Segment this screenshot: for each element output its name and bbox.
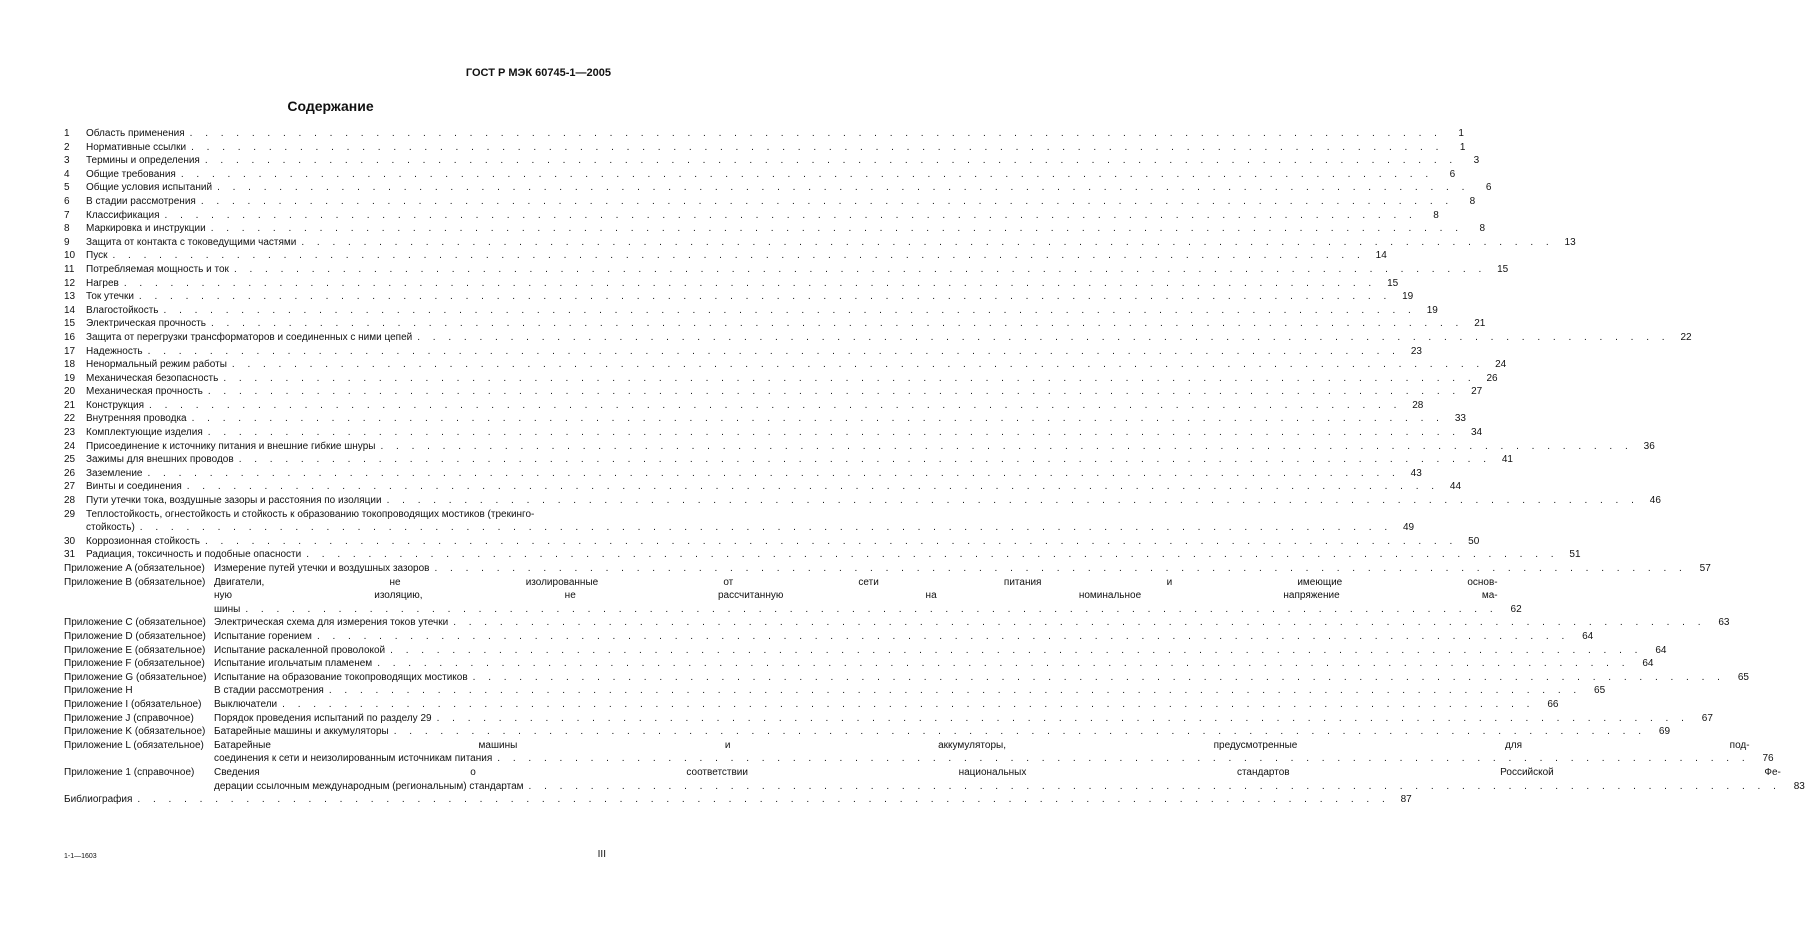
dot-leader: [191, 141, 1443, 155]
appendix-page: 64: [1582, 630, 1594, 642]
toc-entry: [64, 372, 1498, 386]
dot-leader: [437, 712, 1689, 726]
appendix-page: 64: [1642, 658, 1654, 670]
dot-leader: [497, 752, 1749, 766]
toc-entry-label: Внутренняя проводка: [86, 413, 187, 425]
toc-entry-number: 6: [64, 195, 70, 207]
toc-entry-number: 31: [64, 549, 76, 561]
appendix-page: 65: [1737, 671, 1749, 683]
dot-leader: [211, 222, 1463, 236]
toc-entry-page: 46: [1649, 495, 1661, 507]
toc-entry-page: 36: [1643, 440, 1655, 452]
appendix-line: [214, 589, 1522, 603]
toc-entry-text: [86, 372, 1476, 386]
toc-entry-text: [86, 358, 1484, 372]
dot-leader: [181, 168, 1433, 182]
toc-entry: [64, 358, 1507, 372]
appendix-line: [214, 603, 1522, 617]
appendix-line: [214, 576, 1522, 590]
toc-entry-page: 26: [1486, 372, 1498, 384]
toc-entry-label: Нагрев: [86, 277, 119, 289]
toc-entry-page: 6: [1449, 168, 1456, 180]
appendix-entry: [64, 725, 1671, 739]
toc-entry: [64, 304, 1438, 318]
toc-entry-text: [86, 304, 1416, 318]
appendix-text: шины: [214, 603, 241, 615]
toc-entry-text: [86, 467, 1400, 481]
appendix-line: [214, 739, 1774, 753]
toc-entry-page: 43: [1410, 467, 1422, 479]
standard-header: ГОСТ Р МЭК 60745-1—2005: [465, 67, 611, 79]
toc-entry-label: Надежность: [86, 345, 143, 357]
toc-entry-text: [86, 249, 1365, 263]
dot-leader: [417, 331, 1669, 345]
appendix-body: [214, 576, 1522, 617]
dot-leader: [394, 725, 1646, 739]
toc-entry-label: Защита от контакта с токоведущими частями: [86, 236, 297, 248]
dot-leader: [147, 467, 1399, 481]
toc-entry: [64, 331, 1692, 345]
dot-leader: [137, 793, 1389, 807]
toc-entry-text: [86, 480, 1439, 494]
toc-entry-continuation: [64, 521, 1415, 535]
dot-leader: [317, 630, 1569, 644]
appendix-text: Сведения о соответствии национальных стандартов Российской Фе-: [214, 766, 1781, 778]
toc-entry-page: 33: [1454, 413, 1466, 425]
page-number: III: [597, 849, 606, 860]
toc-entry-number: 25: [64, 454, 76, 466]
toc-entry: [64, 345, 1422, 359]
toc-entry-label: Область применения: [86, 128, 185, 139]
appendix-page: 76: [1762, 753, 1774, 765]
appendix-page: 67: [1701, 712, 1713, 724]
appendix-body: [214, 630, 1593, 644]
toc-entry-number: 18: [64, 359, 76, 371]
toc-entry-page: 1: [1458, 128, 1464, 139]
appendix-entry: [64, 684, 1606, 698]
appendix-line: [214, 562, 1711, 576]
toc-entry-label: Присоединение к источнику питания и внешние гибкие шнуры: [86, 440, 376, 452]
toc-entry-label: стойкость): [86, 522, 135, 534]
toc-entry-page: 14: [1375, 250, 1387, 262]
appendix-label: Приложение D (обязательное): [64, 630, 206, 642]
dot-leader: [201, 195, 1453, 209]
appendix-text: Испытание раскаленной проволокой: [214, 644, 386, 656]
toc-entry-text: [86, 440, 1633, 454]
appendix-entry: [64, 671, 1749, 685]
appendix-page: 69: [1658, 726, 1671, 738]
toc-entry-text: [86, 290, 1391, 304]
dot-leader: [377, 657, 1629, 671]
toc-entry-label: Общие требования: [86, 168, 176, 180]
appendix-page: 57: [1699, 563, 1711, 574]
dot-leader: [139, 290, 1391, 304]
toc-entry-page: 21: [1474, 318, 1486, 330]
toc-entry-text: [86, 277, 1376, 291]
page-title: Содержание: [287, 98, 374, 114]
appendix-body: [214, 725, 1670, 739]
toc-entry-label: Механическая безопасность: [86, 372, 219, 384]
dot-leader: [306, 548, 1558, 562]
toc-entry: [64, 263, 1509, 277]
appendix-label: Приложение K (обязательное): [64, 726, 206, 738]
appendix-label: Приложение C (обязательное): [64, 617, 206, 629]
dot-leader: [208, 385, 1460, 399]
toc-entry-text: [86, 168, 1433, 182]
appendix-text: Испытание игольчатым пламенем: [214, 658, 373, 670]
toc-entry-number: 11: [64, 263, 75, 275]
appendix-entry: [64, 630, 1594, 644]
toc-entry: [64, 399, 1424, 413]
toc-entry-page: 1: [1459, 141, 1466, 153]
toc-entry-number: 1: [64, 128, 70, 139]
appendix-label: Приложение F (обязательное): [64, 658, 205, 670]
appendix-entry: [64, 562, 1711, 576]
dot-leader: [390, 644, 1642, 658]
toc-entry: [64, 385, 1483, 399]
toc-entry-number: 20: [64, 386, 76, 398]
toc-entry: [64, 168, 1456, 182]
toc-entry-number: 8: [64, 223, 70, 235]
appendix-text: Батарейные машины и аккумуляторы, предусмотренные для под-: [214, 739, 1750, 751]
dot-leader: [387, 494, 1639, 508]
appendix-line: [214, 671, 1749, 685]
dot-leader: [245, 603, 1497, 617]
toc-entry-label: Термины и определения: [86, 155, 200, 167]
toc-entry-label: Влагостойкость: [86, 304, 159, 316]
appendix-entry: [64, 616, 1730, 630]
toc-entry-label: В стадии рассмотрения: [86, 195, 196, 207]
toc-entry-text: [86, 181, 1469, 195]
appendix-entry: [64, 739, 1774, 766]
toc-entry-label: Пуск: [86, 250, 108, 262]
dot-leader: [208, 426, 1460, 440]
appendix-text: В стадии рассмотрения: [214, 685, 324, 697]
appendix-text: Двигатели, не изолированные от сети питания и имеющие основ-: [214, 576, 1498, 588]
appendix-page: 83: [1793, 780, 1805, 792]
dot-leader: [192, 412, 1444, 426]
toc-entry: [64, 467, 1422, 481]
toc-entry-label: Винты и соединения: [86, 481, 182, 493]
toc-entry-label: Электрическая прочность: [86, 318, 206, 330]
toc-entry: [64, 195, 1476, 209]
toc-entry-number: 23: [64, 427, 76, 439]
toc-entry-number: 7: [64, 209, 70, 221]
toc-entry-text: [86, 195, 1453, 209]
dot-leader: [380, 440, 1632, 454]
appendix-label: Приложение A (обязательное): [64, 563, 205, 574]
toc-entry: [64, 181, 1492, 195]
toc-entry: [64, 290, 1414, 304]
appendix-text: Выключатели: [214, 698, 278, 710]
appendix-text: Электрическая схема для измерения токов утечки: [214, 617, 449, 629]
toc-entry-text: [86, 535, 1457, 549]
appendix-text: Батарейные машины и аккумуляторы: [214, 726, 389, 738]
toc-entry-page: 15: [1387, 277, 1399, 289]
appendix-body: [214, 698, 1558, 712]
toc-entry-text: [86, 399, 1401, 413]
toc-entry: [64, 453, 1513, 467]
toc-entry: [64, 127, 1464, 141]
dot-leader: [239, 453, 1491, 467]
toc-entry-number: 13: [64, 291, 76, 303]
toc-entry-page: 8: [1469, 195, 1476, 207]
dot-leader: [124, 277, 1376, 291]
toc-entry-number: 29: [64, 508, 76, 520]
appendix-body: [214, 766, 1805, 793]
toc-entry-page: 8: [1479, 223, 1485, 235]
toc-entry-text: [86, 154, 1457, 168]
appendix-page: 66: [1547, 698, 1559, 710]
appendix-entry: [64, 698, 1559, 712]
appendix-text: соединения к сети и неизолированным источникам питания: [214, 753, 493, 765]
toc-entry-page: 6: [1485, 182, 1492, 194]
toc-entry-label: Заземление: [86, 467, 143, 479]
toc-entry-number: 14: [64, 304, 76, 316]
appendix-line: [214, 766, 1805, 780]
toc-entry-text: [86, 141, 1443, 155]
toc-entry-label: Потребляемая мощность и ток: [86, 263, 229, 275]
toc-entry-label: Классификация: [86, 209, 160, 221]
toc-entry-text: Теплостойкость, огнестойкость и стойкость к образованию токопроводящих мостиков (трекинго-: [86, 508, 535, 520]
dot-leader: [453, 616, 1705, 630]
bibliography-entry: [64, 793, 1412, 807]
toc-entry: [64, 548, 1581, 562]
dot-leader: [434, 562, 1686, 576]
dot-leader: [473, 671, 1725, 685]
toc-entry: [64, 222, 1485, 236]
dot-leader: [282, 698, 1534, 712]
toc-entry-number: 26: [64, 467, 76, 479]
toc-entry-page: 49: [1402, 522, 1415, 534]
toc-entry-label: Нормативные ссылки: [86, 141, 187, 153]
toc-entry: [64, 412, 1466, 426]
toc-entry: [64, 480, 1462, 494]
dot-leader: [149, 399, 1401, 413]
toc-entry-number: 3: [64, 155, 70, 167]
appendix-body: [214, 684, 1605, 698]
dot-leader: [205, 535, 1457, 549]
toc-entry-text: [86, 385, 1460, 399]
dot-leader: [112, 249, 1364, 263]
dot-leader: [223, 372, 1475, 386]
appendix-body: [214, 644, 1666, 658]
toc-entry-number: 24: [64, 440, 76, 452]
toc-entry-number: 9: [64, 236, 70, 248]
toc-entry: [64, 236, 1576, 250]
appendix-line: [214, 752, 1774, 766]
toc-entry-number: 30: [64, 535, 76, 547]
toc-entry-label: Ток утечки: [86, 291, 134, 303]
toc-entry-label: Комплектующие изделия: [86, 427, 203, 439]
appendix-text: ную изоляцию, не рассчитанную на номинальное напряжение ма-: [214, 590, 1498, 602]
appendix-body: [214, 739, 1774, 766]
appendix-entry: [64, 576, 1522, 617]
appendix-body: [214, 657, 1654, 671]
toc-entry: [64, 209, 1439, 223]
bibliography-label: Библиография: [64, 794, 133, 806]
toc-entry-page: 41: [1501, 454, 1513, 466]
toc-entry-text: [86, 494, 1639, 508]
appendix-label: Приложение H: [64, 685, 133, 697]
toc-entry-label: Ненормальный режим работы: [86, 359, 227, 371]
bibliography-page: 87: [1400, 794, 1412, 806]
dot-leader: [232, 358, 1484, 372]
toc-entry: [64, 277, 1399, 291]
toc-entry-label: Маркировка и инструкции: [86, 223, 206, 235]
dot-leader: [165, 209, 1417, 223]
appendix-label: Приложение L (обязательное): [64, 739, 204, 751]
toc-entry-label: Общие условия испытаний: [86, 182, 213, 194]
appendix-entry: [64, 657, 1654, 671]
appendix-text: Испытание горением: [214, 630, 312, 642]
appendix-line: [214, 630, 1593, 644]
appendix-text: дерации ссылочным международным (региональным) стандартам: [214, 780, 524, 792]
dot-leader: [190, 127, 1442, 141]
appendix-line: [214, 657, 1654, 671]
appendix-entry: [64, 766, 1805, 793]
toc-entry: [64, 535, 1480, 549]
appendix-entry: [64, 644, 1667, 658]
toc-entry-page: 19: [1402, 291, 1414, 303]
appendix-label: Приложение I (обязательное): [64, 698, 202, 710]
toc-entry-page: 44: [1449, 481, 1462, 493]
dot-leader: [205, 154, 1457, 168]
toc-entry-text: [86, 412, 1444, 426]
toc-entry-label: Радиация, токсичность и подобные опасности: [86, 549, 302, 561]
appendix-body: [214, 616, 1730, 630]
appendix-line: [214, 644, 1666, 658]
toc-entry-number: 12: [64, 277, 76, 289]
toc-entry-label: Пути утечки тока, воздушные зазоры и расстояния по изоляции: [86, 495, 382, 507]
toc-entry-text: [86, 317, 1463, 331]
toc-entry-page: 22: [1680, 331, 1692, 343]
toc-entry-page: 28: [1412, 399, 1424, 411]
toc-entry-page: 3: [1473, 155, 1480, 167]
toc-entry-text: [86, 453, 1491, 467]
appendix-line: [214, 780, 1805, 794]
appendix-line: [214, 698, 1558, 712]
bibliography-text: [64, 793, 1390, 807]
toc-entry-page: 23: [1410, 345, 1422, 357]
appendix-page: 64: [1655, 644, 1667, 656]
toc-entry-page: 50: [1468, 535, 1480, 547]
toc-entry-page: 24: [1495, 359, 1507, 371]
appendix-line: [214, 684, 1605, 698]
toc-entry-label: Коррозионная стойкость: [86, 535, 200, 547]
toc-entry-page: 13: [1564, 236, 1576, 248]
dot-leader: [217, 181, 1469, 195]
toc-entry-text: [86, 426, 1460, 440]
appendix-text: Измерение путей утечки и воздушных зазоров: [214, 563, 430, 574]
appendix-line: [214, 616, 1730, 630]
toc-entry-text: [86, 209, 1417, 223]
toc-entry-page: 15: [1497, 263, 1509, 275]
appendix-text: Порядок проведения испытаний по разделу 29: [214, 712, 432, 724]
toc-entry: [64, 494, 1661, 508]
appendix-line: [214, 725, 1670, 739]
toc-entry-text: [86, 236, 1554, 250]
dot-leader: [187, 480, 1439, 494]
dot-leader: [234, 263, 1486, 277]
appendix-label: Приложение J (справочное): [64, 712, 194, 724]
dot-leader: [164, 304, 1416, 318]
appendix-page: 62: [1510, 603, 1522, 615]
toc-entry-text: [86, 331, 1670, 345]
toc-entry-number: 10: [64, 250, 76, 262]
appendix-line: [214, 712, 1713, 726]
toc-entry-text: [86, 521, 1392, 535]
appendix-body: [214, 712, 1713, 726]
toc-entry-page: 8: [1433, 209, 1439, 221]
toc-entry-page: 19: [1426, 304, 1438, 316]
print-code: 1-1—1603: [64, 853, 97, 860]
appendix-page: 63: [1718, 617, 1730, 629]
toc-entry-text: [86, 127, 1442, 141]
toc-entry-number: 21: [64, 399, 76, 411]
toc-entry-number: 5: [64, 182, 70, 194]
toc-entry-number: 27: [64, 481, 76, 493]
dot-leader: [529, 780, 1781, 794]
toc-entry-number: 16: [64, 331, 76, 343]
toc-entry-page: 34: [1470, 427, 1483, 439]
toc-entry-number: 19: [64, 372, 76, 384]
appendix-body: [214, 562, 1711, 576]
toc-entry-label: Конструкция: [86, 399, 145, 411]
toc-entry-number: 28: [64, 495, 76, 507]
toc-entry-text: [86, 345, 1400, 359]
toc-entry-number: 22: [64, 413, 76, 425]
toc-entry-page: 51: [1569, 549, 1581, 561]
dot-leader: [211, 317, 1463, 331]
dot-leader: [140, 521, 1392, 535]
toc-entry: [64, 249, 1387, 263]
table-of-contents: [64, 127, 1805, 807]
toc-entry-number: 4: [64, 168, 70, 180]
dot-leader: [301, 236, 1553, 250]
toc-entry: [64, 426, 1483, 440]
toc-entry-label: Зажимы для внешних проводов: [86, 454, 234, 466]
toc-entry-text: [86, 548, 1559, 562]
toc-entry: [64, 154, 1480, 168]
toc-entry: [64, 440, 1655, 454]
appendix-body: [214, 671, 1749, 685]
appendix-text: Испытание на образование токопроводящих мостиков: [214, 671, 468, 683]
appendix-label: Приложение B (обязательное): [64, 576, 206, 588]
appendix-entry: [64, 712, 1713, 726]
toc-entry: [64, 317, 1486, 331]
appendix-page: 65: [1594, 685, 1606, 697]
toc-entry-number: 2: [64, 141, 70, 153]
appendix-label: Приложение 1 (справочное): [64, 766, 195, 778]
dot-leader: [148, 345, 1400, 359]
toc-entry-text: [86, 263, 1486, 277]
dot-leader: [329, 684, 1581, 698]
toc-entry-page: 27: [1471, 386, 1483, 398]
toc-entry: [64, 508, 598, 522]
toc-entry-label: Механическая прочность: [86, 386, 203, 398]
appendix-label: Приложение E (обязательное): [64, 644, 206, 656]
toc-entry: [64, 141, 1466, 155]
toc-entry-label: Защита от перегрузки трансформаторов и соединенных с ними цепей: [86, 331, 413, 343]
appendix-label: Приложение G (обязательное): [64, 671, 207, 683]
toc-entry-text: [86, 222, 1463, 236]
toc-entry-number: 17: [64, 345, 76, 357]
toc-entry-number: 15: [64, 318, 76, 330]
